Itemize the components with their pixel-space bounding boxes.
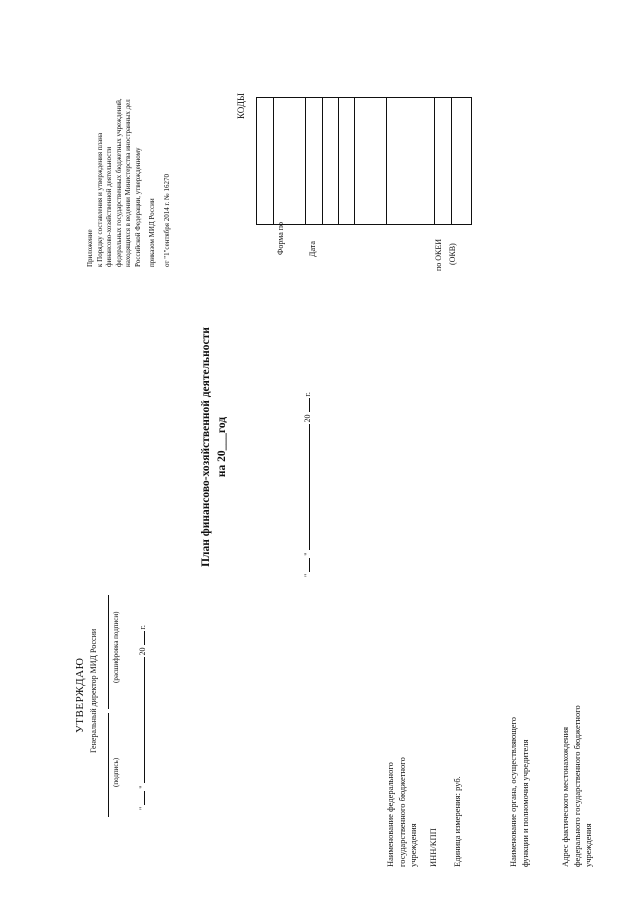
codes-row-divider bbox=[322, 97, 323, 225]
field-address: Адрес фактического местонахождения федерального государственного бюджетного учреждения bbox=[560, 705, 593, 867]
plan-year-prefix: 20 bbox=[303, 414, 312, 423]
approval-title: УТВЕРЖДАЮ bbox=[74, 657, 86, 733]
approval-date bbox=[138, 625, 147, 810]
codes-header: КОДЫ bbox=[236, 93, 246, 119]
codes-row-divider bbox=[451, 97, 452, 225]
appendix-line: Российской Федерации, утвержденному bbox=[133, 147, 142, 267]
approval-subtitle: Генеральный директор МИД России bbox=[89, 628, 98, 753]
field-founder: Наименование органа, осуществляющего функции и полномочия учредителя bbox=[508, 716, 530, 867]
codes-label-okei: по ОКЕИ bbox=[434, 238, 443, 271]
field-unit: Единица измерения: руб. bbox=[452, 776, 462, 867]
field-institution-name: Наименование федерального государственного бюджетного учреждения bbox=[385, 757, 418, 867]
codes-row-divider bbox=[354, 97, 355, 225]
codes-row-divider bbox=[305, 97, 306, 225]
appendix-block bbox=[86, 77, 172, 267]
appendix-line: финансово-хозяйственной деятельности bbox=[105, 146, 113, 267]
plan-date-close-quote: " bbox=[303, 552, 312, 556]
signature-line bbox=[108, 713, 109, 817]
approval-year-prefix: 20 bbox=[138, 647, 147, 656]
signature-caption: (подпись) bbox=[112, 757, 120, 787]
appendix-line: от "1"сентября 2014 г. № 16270 bbox=[162, 174, 171, 267]
codes-label-okv: (ОКВ) bbox=[448, 243, 457, 265]
codes-row-divider bbox=[273, 97, 274, 225]
codes-row-divider bbox=[434, 97, 435, 225]
appendix-line: к Порядку составления и утверждения плана bbox=[95, 132, 104, 267]
codes-label-form: Форма по bbox=[276, 221, 285, 255]
appendix-line: находящихся в ведении Министерства иностранных дел bbox=[124, 99, 132, 267]
approval-date-open-quote: " bbox=[138, 806, 147, 810]
plan-date-open-quote: " bbox=[303, 573, 312, 577]
approval-year-suffix: г. bbox=[138, 625, 147, 630]
plan-year-suffix: г. bbox=[303, 392, 312, 397]
codes-row-divider bbox=[386, 97, 387, 225]
decoding-line bbox=[108, 595, 109, 709]
field-inn-kpp: ИНН/КПП bbox=[428, 828, 438, 867]
appendix-line: Приложение bbox=[86, 229, 94, 267]
appendix-line: приказом МИД России bbox=[148, 198, 156, 267]
plan-date bbox=[303, 392, 312, 577]
page-title: План финансово-хозяйственной деятельности bbox=[200, 327, 212, 567]
codes-label-date: Дата bbox=[308, 241, 317, 257]
decoding-caption: (расшифровка подписи) bbox=[112, 611, 120, 683]
page-title-year: на 20___год bbox=[216, 416, 228, 478]
codes-row-divider bbox=[338, 97, 339, 225]
approval-date-close-quote: " bbox=[138, 785, 147, 789]
appendix-line: федеральных государственных бюджетных учреждений, bbox=[114, 98, 123, 267]
codes-table bbox=[256, 97, 472, 225]
